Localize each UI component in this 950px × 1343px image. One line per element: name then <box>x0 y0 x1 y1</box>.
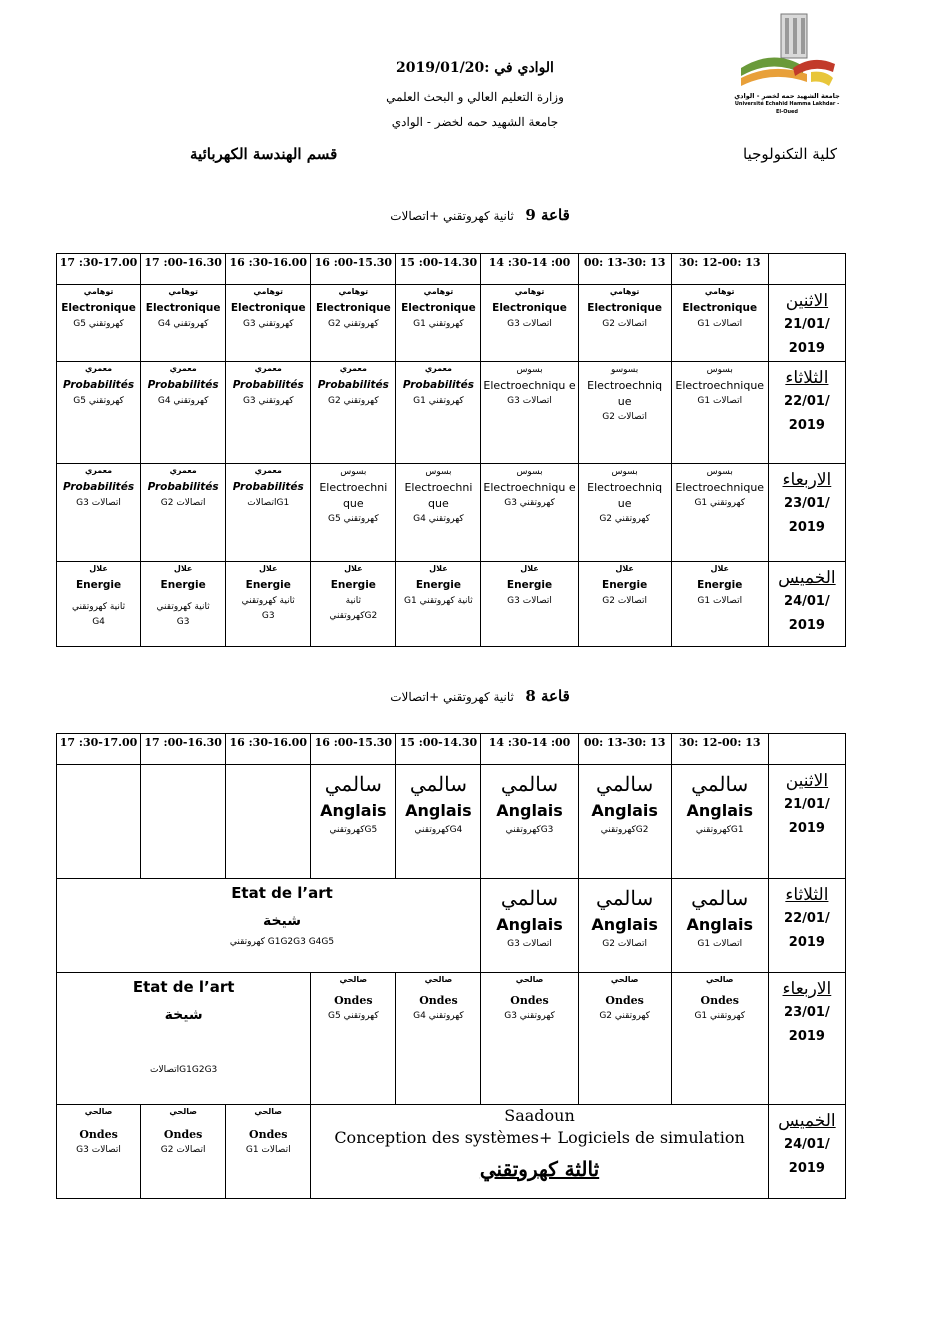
session-cell <box>226 562 311 647</box>
group: G3 اتصالات <box>76 498 121 508</box>
group: G5 كهروتقني <box>73 319 124 329</box>
group: G2 كهروتقني <box>328 319 379 329</box>
group: G1 اتصالات <box>697 319 743 329</box>
time-header: 15 :00-14.30 <box>396 734 481 765</box>
logo-text-fr: Université Echahid Hamma Lakhdar - El-Oued <box>734 101 840 115</box>
time-header: 17 :30-17.00 <box>57 254 141 285</box>
session-cell <box>311 464 396 562</box>
session-cell <box>57 464 141 562</box>
module: Electronique <box>682 302 758 314</box>
session-cell <box>671 879 768 973</box>
group: G5 كهروتقني <box>328 514 379 524</box>
session-cell <box>57 562 141 647</box>
ministry: وزارة التعليم العالي و البحث العلمي <box>386 90 564 104</box>
group: G2 اتصالات <box>602 319 647 329</box>
group: G2 كهروتقني <box>328 396 379 406</box>
session-cell <box>481 879 578 973</box>
teacher: علال <box>429 564 448 573</box>
day-name: الخميس <box>778 568 836 588</box>
session-cell <box>578 362 671 464</box>
module: Probabilités <box>232 379 304 391</box>
session-cell <box>57 879 481 973</box>
group <box>396 594 480 609</box>
teacher: صالحي <box>705 975 734 984</box>
group: G5 كهروتقني <box>73 396 124 406</box>
session-cell <box>396 765 481 879</box>
group: G3 كهروتقني <box>242 396 294 406</box>
group: G1 اتصالات <box>697 939 743 949</box>
group: G3 <box>176 617 190 627</box>
module: Energie <box>506 579 553 591</box>
session-cell <box>396 973 481 1105</box>
time-header: 00: 13-30: 13 <box>578 254 671 285</box>
module: Electronique <box>587 302 662 314</box>
session-cell <box>311 973 396 1105</box>
teacher: توهامي <box>168 287 198 296</box>
teacher: علال <box>615 564 634 573</box>
module: Anglais <box>686 801 753 820</box>
university: جامعة الشهيد حمه لخضر - الوادي <box>391 115 559 129</box>
group: G1 كهروتقني <box>694 498 746 508</box>
teacher: معمري <box>169 364 197 373</box>
module: Ondes <box>700 994 739 1007</box>
teacher: صالحي <box>339 975 368 984</box>
day-name: الثلاثاء <box>785 885 829 905</box>
day-name: الاربعاء <box>782 470 832 490</box>
group: G4 كهروتقني <box>413 1011 464 1021</box>
module: Etat de l’art <box>132 978 235 996</box>
time-header: 14 :30-14 :00 <box>481 734 578 765</box>
module: Anglais <box>591 915 658 934</box>
day-date: 22/01/ 2019 <box>784 394 830 433</box>
room9-schedule-table <box>56 253 846 647</box>
teacher: معمري <box>169 466 197 475</box>
session-cell <box>141 562 226 647</box>
module: Electroechnique <box>675 481 765 494</box>
table-header-row <box>57 254 846 285</box>
group: G4 كهروتقني <box>157 396 209 406</box>
teacher: سالمي <box>500 772 559 796</box>
module: Electronique <box>230 302 306 314</box>
module: Anglais <box>496 915 563 934</box>
module: Electroechnique <box>675 379 765 392</box>
table-row <box>57 285 846 362</box>
module: Conception des systèmes+ Logiciels de simulation <box>334 1128 745 1147</box>
group: كهروتقنيG2 <box>329 611 378 621</box>
teacher: توهامي <box>609 287 640 296</box>
faculty: كلية التكنولوجيا <box>743 145 837 163</box>
empty-cell <box>226 765 311 879</box>
table-header-row <box>57 734 846 765</box>
teacher: صالحي <box>610 975 639 984</box>
teacher: شيخة <box>262 913 302 929</box>
group: G5 كهروتقني <box>328 1011 379 1021</box>
room9-title <box>330 206 630 224</box>
module: Electroechniqu e <box>483 481 576 494</box>
teacher: سالمي <box>596 886 654 910</box>
session-cell <box>671 464 768 562</box>
group-label: ثانية كهروتقني <box>419 596 473 606</box>
group: G1 كهروتقني <box>413 319 464 329</box>
group: G3 اتصالات <box>76 1145 121 1155</box>
group: G3 <box>261 611 275 621</box>
teacher: سالمي <box>500 886 559 910</box>
table-row <box>57 1105 846 1199</box>
module: Energie <box>602 579 648 591</box>
logo-caption <box>733 92 841 116</box>
day-cell <box>768 464 845 562</box>
session-cell <box>396 562 481 647</box>
session-cell <box>578 973 671 1105</box>
group: G1 اتصالات <box>245 1145 291 1155</box>
module: Electronique <box>492 302 567 314</box>
teacher: معمري <box>254 364 282 373</box>
session-cell <box>141 362 226 464</box>
teacher: شيخة <box>164 1007 203 1023</box>
session-cell <box>141 464 226 562</box>
room8-title <box>330 687 630 705</box>
teacher: علال <box>258 564 278 573</box>
session-cell <box>311 562 396 647</box>
time-header: 17 :30-17.00 <box>57 734 141 765</box>
table-row <box>57 464 846 562</box>
room8-room: قاعة 8 <box>525 687 570 705</box>
teacher: علال <box>520 564 539 573</box>
group: G2 اتصالات <box>602 412 647 422</box>
teacher: بسوس <box>425 467 452 477</box>
table-row <box>57 973 846 1105</box>
session-cell <box>481 562 578 647</box>
group: G3 اتصالات <box>507 319 552 329</box>
table-row <box>57 879 846 973</box>
group: كهروتقنيG2 <box>600 825 649 835</box>
group: كهروتقنيG3 <box>505 825 554 835</box>
module: Energie <box>330 579 376 591</box>
module: Probabilités <box>317 379 389 391</box>
group: G2 كهروتقني <box>599 1011 650 1021</box>
class-label: ثالثة كهروتقني <box>479 1157 600 1181</box>
module: Electronique <box>315 302 391 314</box>
module: Electroechniq ue <box>587 481 663 510</box>
teacher: بسوس <box>706 365 733 375</box>
group: كهروتقني G1G2G3 G4G5 <box>229 937 335 947</box>
module: Probabilités <box>147 379 219 391</box>
teacher: معمري <box>254 466 282 475</box>
time-header: 30: 12-00: 13 <box>671 254 768 285</box>
group: ثانية كهروتقني <box>71 602 126 612</box>
room9-room: قاعة 9 <box>525 206 570 224</box>
table-row <box>57 765 846 879</box>
module: Ondes <box>605 994 644 1007</box>
teacher: علال <box>173 564 193 573</box>
session-cell <box>578 562 671 647</box>
session-cell <box>57 362 141 464</box>
group: كهروتقنيG1 <box>695 825 744 835</box>
day-date: 24/01/ 2019 <box>784 1137 830 1176</box>
group: اتصالاتG1 <box>247 498 290 508</box>
day-date: 24/01/ 2019 <box>784 594 830 633</box>
session-cell <box>578 285 671 362</box>
module: Energie <box>415 579 462 591</box>
session-cell <box>311 285 396 362</box>
group: G3 كهروتقني <box>242 319 294 329</box>
day-cell <box>768 1105 845 1199</box>
group: كهروتقنيG5 <box>329 825 378 835</box>
group: G2 اتصالات <box>602 596 647 606</box>
session-cell <box>311 1105 769 1199</box>
table-row <box>57 362 846 464</box>
table-row <box>57 562 846 647</box>
module: Anglais <box>405 801 472 820</box>
teacher: معمري <box>424 364 452 373</box>
teacher: بسوس <box>340 467 367 477</box>
group: اتصالاتG1G2G3 <box>150 1065 218 1075</box>
session-cell <box>57 973 311 1105</box>
session-cell <box>141 1105 226 1199</box>
session-cell <box>311 362 396 464</box>
group: ثانية كهروتقني <box>241 596 295 606</box>
module: Electronique <box>61 302 136 314</box>
group: G3 اتصالات <box>507 396 552 406</box>
module: Ondes <box>419 994 458 1007</box>
date-prefix: الوادي في : <box>484 60 554 76</box>
session-cell <box>141 285 226 362</box>
university-logo <box>733 8 841 104</box>
empty-cell <box>141 765 226 879</box>
group: G2 كهروتقني <box>599 514 650 524</box>
session-cell <box>57 285 141 362</box>
department: قسم الهندسة الكهربائية <box>190 145 338 163</box>
room9-class: ثانية كهروتقني +اتصالات <box>390 209 514 223</box>
teacher: سالمي <box>691 772 749 796</box>
logo-text-ar: جامعة الشهيد حمه لخضر - الوادي <box>734 92 840 100</box>
teacher: صالحي <box>424 975 453 984</box>
teacher: سالمي <box>324 772 382 796</box>
group: G4 كهروتقني <box>413 514 464 524</box>
teacher: علال <box>710 564 729 573</box>
module: Ondes <box>510 994 549 1007</box>
teacher: معمري <box>339 364 367 373</box>
day-date: 23/01/ 2019 <box>784 496 830 535</box>
time-header: 16 :30-16.00 <box>226 734 311 765</box>
day-name: الثلاثاء <box>785 368 829 388</box>
group: G2 اتصالات <box>160 498 206 508</box>
teacher: توهامي <box>704 287 735 296</box>
module: Energie <box>697 579 743 591</box>
module: Electroechni que <box>319 481 388 510</box>
group: كهروتقنيG4 <box>414 825 463 835</box>
teacher: علال <box>89 564 108 573</box>
group: G3 كهروتقني <box>504 498 555 508</box>
session-cell <box>226 362 311 464</box>
session-cell <box>396 285 481 362</box>
day-date: 22/01/ 2019 <box>784 911 830 950</box>
day-name: الاثنين <box>785 291 829 311</box>
teacher: بسوسو <box>610 365 639 375</box>
teacher: سالمي <box>409 772 468 796</box>
module: Energie <box>245 579 291 591</box>
day-date: 21/01/ 2019 <box>784 317 830 356</box>
date-line <box>300 60 650 76</box>
teacher: توهامي <box>514 287 545 296</box>
time-header: 17 :00-16.30 <box>141 254 226 285</box>
session-cell <box>578 464 671 562</box>
day-cell <box>768 765 845 879</box>
teacher: بسوس <box>706 467 733 477</box>
teacher: توهامي <box>423 287 454 296</box>
group: G3 اتصالات <box>507 596 552 606</box>
teacher: Saadoun <box>504 1106 575 1125</box>
time-header: 14 :30-14 :00 <box>481 254 578 285</box>
module: Energie <box>75 579 122 591</box>
day-cell <box>768 362 845 464</box>
teacher: معمري <box>84 466 113 475</box>
session-cell <box>311 765 396 879</box>
module: Anglais <box>686 915 753 934</box>
module: Probabilités <box>63 481 135 493</box>
session-cell <box>578 879 671 973</box>
group: G1 كهروتقني <box>694 1011 746 1021</box>
module: Electroechniq ue <box>587 379 663 408</box>
module: Energie <box>160 579 206 591</box>
module: Electroechniqu e <box>483 379 576 392</box>
group: G3 كهروتقني <box>504 1011 555 1021</box>
group: G2 اتصالات <box>602 939 647 949</box>
module: Anglais <box>591 801 658 820</box>
group: ثانية <box>345 596 361 606</box>
module: Ondes <box>163 1128 203 1141</box>
module: Electronique <box>401 302 476 314</box>
teacher: بسوس <box>516 365 543 375</box>
day-name: الاثنين <box>785 771 829 791</box>
teacher: علال <box>344 564 363 573</box>
time-header: 15 :00-14.30 <box>396 254 481 285</box>
session-cell <box>481 362 578 464</box>
day-cell <box>768 879 845 973</box>
teacher: بسوس <box>516 467 543 477</box>
module: Electronique <box>145 302 221 314</box>
session-cell <box>671 973 768 1105</box>
day-cell <box>768 562 845 647</box>
day-name: الاربعاء <box>782 979 832 999</box>
session-cell <box>671 362 768 464</box>
teacher: صالحي <box>169 1107 197 1116</box>
group: ثانية كهروتقني <box>156 602 210 612</box>
group: G1 اتصالات <box>697 596 743 606</box>
session-cell <box>396 362 481 464</box>
session-cell <box>481 765 578 879</box>
day-header <box>768 254 845 285</box>
time-header: 30: 12-00: 13 <box>671 734 768 765</box>
teacher: سالمي <box>691 886 749 910</box>
session-cell <box>226 1105 311 1199</box>
session-cell <box>671 285 768 362</box>
teacher: سالمي <box>596 772 654 796</box>
module: Anglais <box>320 801 387 820</box>
date-value: 2019/01/20 <box>396 60 485 76</box>
session-cell <box>481 973 578 1105</box>
day-cell <box>768 285 845 362</box>
module: Anglais <box>496 801 563 820</box>
group: G1 اتصالات <box>697 396 743 406</box>
day-date: 21/01/ 2019 <box>784 797 830 836</box>
day-name: الخميس <box>778 1111 836 1131</box>
module: Ondes <box>79 1128 118 1141</box>
session-cell <box>226 285 311 362</box>
session-cell <box>226 464 311 562</box>
teacher: صالحي <box>515 975 544 984</box>
module: Probabilités <box>402 379 474 391</box>
module: Probabilités <box>63 379 135 391</box>
module: Ondes <box>249 1128 288 1141</box>
day-cell <box>768 973 845 1105</box>
group: G2 اتصالات <box>160 1145 206 1155</box>
teacher: بسوس <box>611 467 638 477</box>
session-cell <box>671 562 768 647</box>
session-cell <box>578 765 671 879</box>
teacher: توهامي <box>83 287 114 296</box>
teacher: معمري <box>84 364 113 373</box>
teacher: توهامي <box>338 287 369 296</box>
group: G4 <box>92 617 105 627</box>
module: Ondes <box>334 994 373 1007</box>
teacher: صالحي <box>254 1107 283 1116</box>
group: G3 اتصالات <box>507 939 552 949</box>
group: G4 كهروتقني <box>157 319 209 329</box>
day-date: 23/01/ 2019 <box>784 1005 830 1044</box>
session-cell <box>481 285 578 362</box>
session-cell <box>671 765 768 879</box>
module: Probabilités <box>232 481 304 493</box>
module: Electroechni que <box>404 481 473 510</box>
teacher: توهامي <box>253 287 284 296</box>
room8-schedule-table <box>56 733 846 1199</box>
time-header: 16 :00-15.30 <box>311 734 396 765</box>
module: Probabilités <box>147 481 219 493</box>
time-header: 17 :00-16.30 <box>141 734 226 765</box>
module: Etat de l’art <box>231 884 333 902</box>
session-cell <box>57 1105 141 1199</box>
time-header: 16 :30-16.00 <box>226 254 311 285</box>
day-header <box>768 734 845 765</box>
time-header: 16 :00-15.30 <box>311 254 396 285</box>
empty-cell <box>57 765 141 879</box>
teacher: صالحي <box>84 1107 113 1116</box>
group-num: G1 <box>404 596 417 606</box>
group: G1 كهروتقني <box>413 396 464 406</box>
room8-class: ثانية كهروتقني +اتصالات <box>390 690 514 704</box>
time-header: 00: 13-30: 13 <box>578 734 671 765</box>
session-cell <box>396 464 481 562</box>
session-cell <box>481 464 578 562</box>
